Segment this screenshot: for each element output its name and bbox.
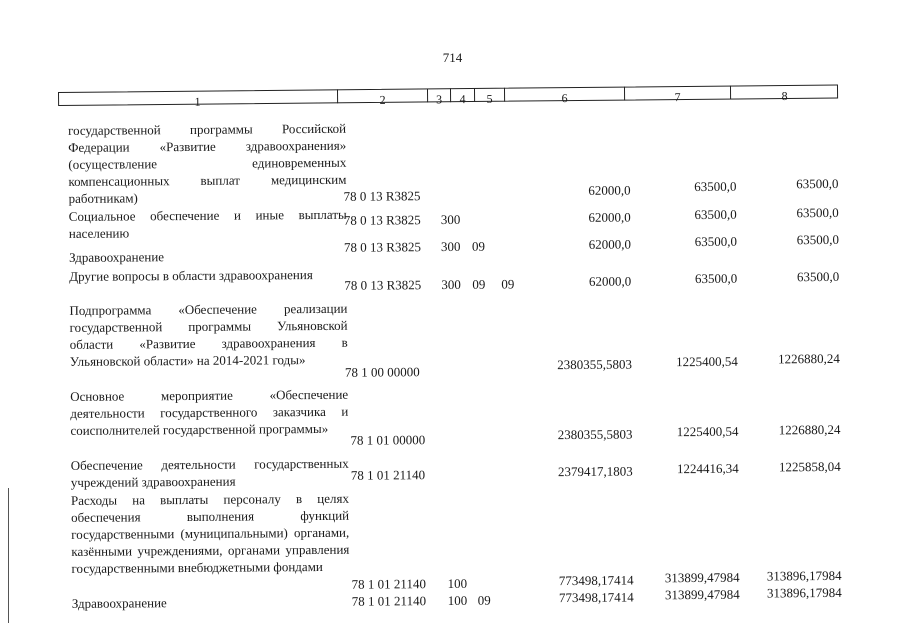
target-article-code: 78 1 00 00000 bbox=[344, 364, 420, 380]
page-number: 714 bbox=[442, 50, 463, 65]
target-article-code: 78 1 01 21140 bbox=[350, 467, 426, 483]
amount-2020: 313899,47984 bbox=[664, 569, 740, 586]
subsection-code: 09 bbox=[501, 276, 515, 292]
table-row bbox=[61, 296, 861, 380]
amount-2020: 63500,0 bbox=[694, 206, 737, 223]
section-code: 09 bbox=[472, 276, 486, 292]
target-article-code: 78 1 01 00000 bbox=[350, 432, 426, 448]
target-article-code: 78 1 01 21140 bbox=[351, 593, 427, 609]
amount-2019: 62000,0 bbox=[588, 273, 632, 289]
row-name: Подпрограмма «Обеспечение реализации государственной программы Ульяновской области «Развитие здравоохранения в Ульяновской области» на 2014-2021 годы» bbox=[69, 300, 348, 369]
row-name: государственной программы Российской Федерации «Развитие здравоохранения» (осуществление единовременных компенсационных выплат медицинским работникам) bbox=[68, 120, 347, 206]
table-row bbox=[60, 116, 860, 206]
amount-2019: 62000,0 bbox=[588, 236, 632, 252]
amount-2020: 1225400,54 bbox=[676, 423, 739, 440]
row-name: Основное мероприятие «Обеспечение деятельности государственного заказчика и соисполнителей государственной программы» bbox=[70, 386, 349, 438]
budget-table bbox=[60, 116, 864, 642]
column-header-1: 1 bbox=[58, 89, 338, 106]
column-header-4: 4 bbox=[451, 88, 475, 102]
amount-2021: 63500,0 bbox=[796, 231, 840, 248]
amount-2021: 63500,0 bbox=[796, 175, 839, 192]
amount-2021: 63500,0 bbox=[796, 204, 839, 221]
row-name: Социальное обеспечение и иные выплаты населению bbox=[68, 206, 347, 241]
amount-2019: 2379417,1803 bbox=[557, 463, 633, 480]
amount-2021: 313896,17984 bbox=[766, 584, 842, 601]
target-article-code: 78 0 13 R3825 bbox=[343, 239, 421, 255]
expense-type-code: 300 bbox=[440, 238, 461, 255]
row-name: Расходы на выплаты персоналу в целях обеспечения выполнения функций государственными (муниципальными) органами, казёнными учреждениями, органами управления государственными внебюджетными фондами bbox=[70, 490, 350, 576]
amount-2020: 63500,0 bbox=[694, 270, 738, 287]
amount-2021: 63500,0 bbox=[796, 268, 840, 285]
column-header-3: 3 bbox=[428, 88, 451, 102]
section-code: 09 bbox=[477, 592, 491, 608]
target-article-code: 78 0 13 R3825 bbox=[343, 212, 421, 228]
expense-type-code: 300 bbox=[441, 276, 461, 293]
amount-2019: 62000,0 bbox=[588, 209, 631, 225]
table-row bbox=[62, 382, 862, 448]
column-header-8: 8 bbox=[781, 88, 788, 104]
amount-2019: 62000,0 bbox=[588, 182, 631, 198]
amount-2019: 773498,17414 bbox=[558, 589, 634, 606]
amount-2019: 773498,17414 bbox=[558, 572, 634, 589]
amount-2019: 2380355,5803 bbox=[557, 426, 633, 443]
amount-2021: 1225858,04 bbox=[778, 458, 841, 475]
expense-type-code: 300 bbox=[440, 211, 461, 228]
amount-2019: 2380355,5803 bbox=[557, 356, 632, 373]
amount-2021: 1226880,24 bbox=[778, 421, 841, 438]
section-code: 09 bbox=[471, 238, 486, 254]
amount-2020: 63500,0 bbox=[694, 178, 737, 195]
column-header-6: 6 bbox=[505, 87, 625, 102]
amount-2020: 1225400,54 bbox=[676, 353, 738, 370]
target-article-code: 78 0 13 R3825 bbox=[344, 277, 422, 293]
target-article-code: 78 0 13 R3825 bbox=[343, 188, 421, 204]
amount-2020: 63500,0 bbox=[694, 233, 738, 250]
column-header-2: 2 bbox=[338, 88, 428, 103]
expense-type-code: 100 bbox=[447, 592, 468, 608]
amount-2021: 1226880,24 bbox=[778, 350, 840, 367]
row-name: Здравоохранение bbox=[69, 249, 165, 265]
expense-type-code: 100 bbox=[447, 575, 468, 591]
column-header-7: 7 bbox=[625, 86, 731, 101]
table-row bbox=[63, 451, 863, 490]
target-article-code: 78 1 01 21140 bbox=[351, 576, 426, 592]
amount-2020: 1224416,34 bbox=[676, 460, 739, 477]
amount-2021: 313896,17984 bbox=[766, 567, 842, 584]
scan-margin-line bbox=[8, 488, 9, 623]
amount-2020: 313899,47984 bbox=[664, 586, 740, 603]
column-header-5: 5 bbox=[475, 88, 505, 102]
row-name: Другие вопросы в области здравоохранения bbox=[69, 267, 313, 284]
row-name: Здравоохранение bbox=[71, 595, 167, 611]
row-name: Обеспечение деятельности государственных учреждений здравоохранения bbox=[70, 455, 349, 490]
column-header-row bbox=[58, 85, 838, 114]
